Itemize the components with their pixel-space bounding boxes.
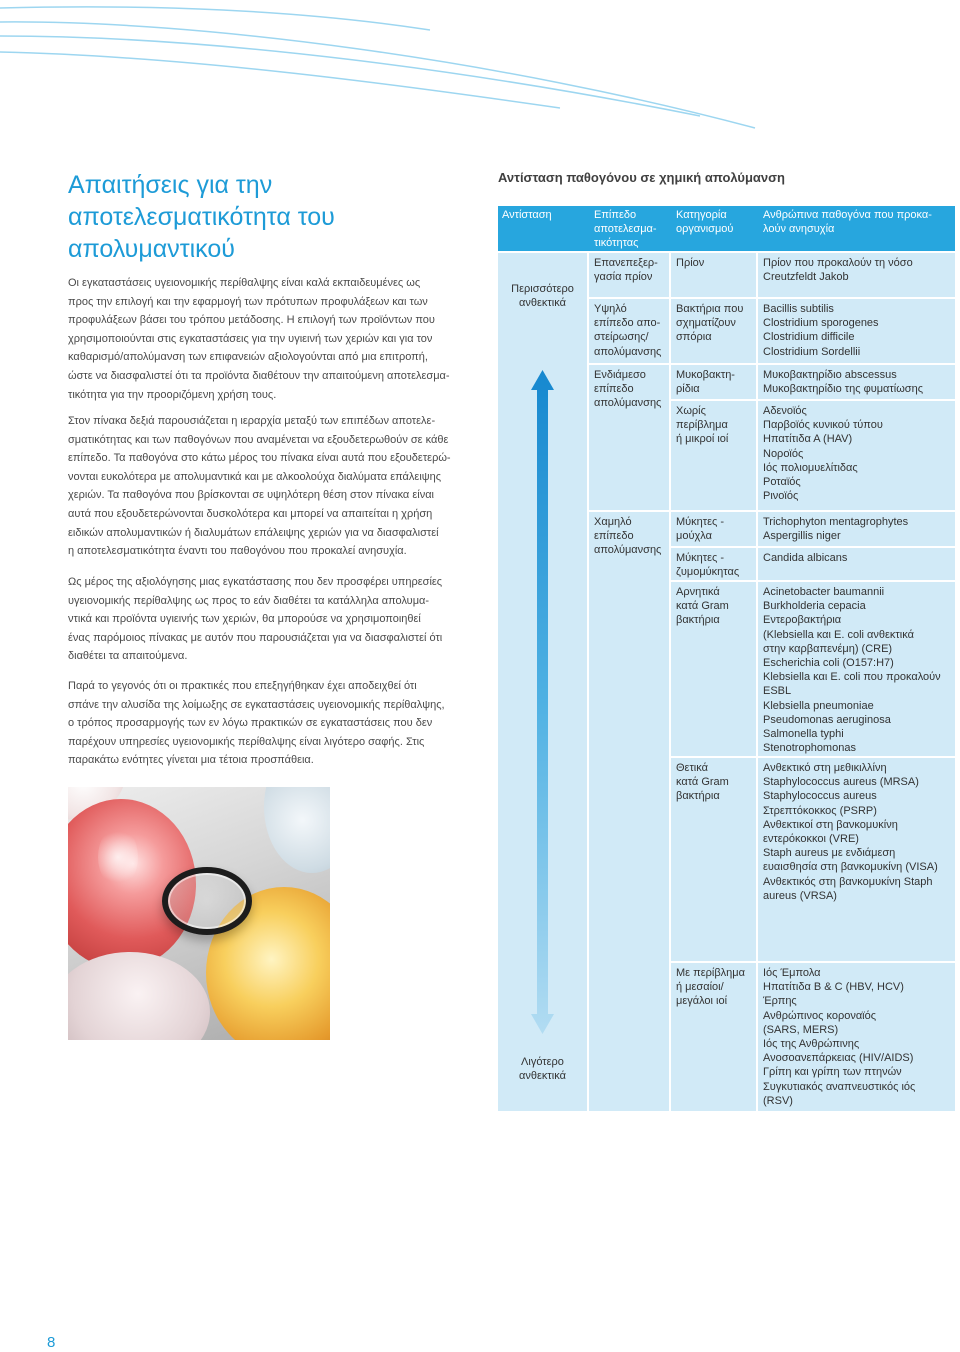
section-heading: Απαιτήσεις για την αποτελεσματικότητα του απολυμαντικού <box>68 171 335 263</box>
pathogens-cell: Ανθεκτικό στη μεθικιλλίνη Staphylococcus aureus (MRSA) Staphylococcus aureus Στρεπτόκοκκος (PSRP) Ανθεκτικοί στη βανκομυκίνη εντερόκοκκοι (VRE) Staph aureus με ενδιάμεση ευαισθησία στη βανκομυκίνη (VISA) Ανθεκτικός στη βανκομυκίνη Staph aureus (VRSA) <box>758 758 955 961</box>
pathogens-cell: Μυκοβακτηρίδιο abscessus Μυκοβακτηρίδιο της φυματίωσης <box>758 365 955 399</box>
paragraph-3: Ως μέρος της αξιολόγησης μιας εγκατάστασης που δεν προσφέρει υπηρεσίες υγειονομικής περίθαλψης ως προς το εάν διαθέτει τα κατάλληλα απολυμα- ντικά και προϊόντα υγιεινής των χεριών, θα μπορούσε να χρησιμοποιηθεί ένας παρόμοιος πίνακας με αυτόν που παρουσιάζεται για να διασφαλιστεί ότι διαθέτει τα απαιτούμενα. <box>68 576 443 663</box>
level-cell-high: Υψηλό επίπεδο απο- στείρωσης/ απολύμανσης <box>589 299 669 363</box>
category-cell: Αρνητικά κατά Gram βακτήρια <box>671 582 756 756</box>
more-resistant-label: Περισσότερο ανθεκτικά <box>511 283 574 310</box>
category-cell: Βακτήρια που σχηματίζουν σπόρια <box>671 299 756 363</box>
header-organism-category: Κατηγορία οργανισμού <box>676 209 734 236</box>
decorative-curve <box>0 52 560 108</box>
table-header-row <box>498 206 955 251</box>
category-cell: Πρίον <box>671 253 756 297</box>
category-cell: Με περίβλημα ή μεσαίοι/ μεγάλοι ιοί <box>671 963 756 1111</box>
clear-blue-flask <box>264 787 330 873</box>
pathogens-cell: Αδενοϊός Παρβοϊός κυνικού τύπου Ηπατίτιδα Α (HAV) Νοροϊός Ιός πολιομυελίτιδας Ροταϊός Ρινοϊός <box>758 401 955 510</box>
paragraph-2: Στον πίνακα δεξιά παρουσιάζεται η ιεραρχία μεταξύ των επιπέδων αποτελε- σματικότητας και των παθογόνων που αναμένεται να εξουδετερωθούν σε κάθε επίπεδο. Τα παθογόνα στο κάτω μέρος του πίνακα είναι αυτά που εξουδετερώ- νονται ευκολότερα με απολυμαντικά και με αλκοολούχα διαλύματα επάλειψης χεριών. Τα παθογόνα που βρίσκονται σε υψηλότερη θέση στον πίνακα είναι αυτά που εξουδετερώνονται δυσκολότερα και μπορεί να απαιτείται η χρήση ειδικών απολυμαντικών ή διαλυμάτων επάλειψης χεριών για να διασφαλιστεί η αποτελεσματικότητα έναντι του παθογόνου που προκαλεί ανησυχία. <box>68 415 451 558</box>
page-number: 8 <box>47 1334 56 1351</box>
glass-highlight <box>98 827 138 887</box>
category-cell: Χωρίς περίβλημα ή μικροί ιοί <box>671 401 756 510</box>
header-effectiveness-level: Επίπεδο αποτελεσμα- τικότητας <box>594 209 657 250</box>
decorative-curve <box>0 22 755 128</box>
pathogens-cell: Bacillis subtilis Clostridium sporogenes Clostridium difficile Clostridium Sordellii <box>758 299 955 363</box>
category-cell: Μύκητες - ζυμομύκητας <box>671 548 756 580</box>
pathogens-cell: Acinetobacter baumannii Burkholderia cepacia Εντεροβακτήρια (Klebsiella και E. coli ανθεκτικά στην καρβαπενέμη) (CRE) Escherichia coli (O157:H7) Klebsiella και E. coli που προκαλούν ESBL Klebsiella pneumoniae Pseudomonas aeruginosa Salmonella typhi Stenotrophomonas <box>758 582 955 756</box>
double-vertical-arrow-icon <box>498 366 587 1038</box>
pathogens-cell: Ιός Έμπολα Ηπατίτιδα B & C (HBV, HCV) Έρπης Ανθρώπινος κοροναϊός (SARS, MERS) Ιός της Ανθρώπινης Ανοσοανεπάρκειας (HIV/AIDS) Γρίπη και γρίπη των πτηνών Συγκυτιακός αναπνευστικός ιός (RSV) <box>758 963 955 1111</box>
paragraph-1: Οι εγκαταστάσεις υγειονομικής περίθαλψης είναι καλά εκπαιδευμένες ως προς την επιλογή και την εφαρμογή των πρότυπων προφυλάξεων και των προφυλάξεων βάσει του τρόπου μετάδοσης. Η επιλογή των προϊόντων που χρησιμοποιούνται στις εγκαταστάσεις για την υγιεινή των χεριών και για τον καθαρισμό/απολύμανση των επιφανειών αξιολογούνται από μια επιτροπή, ώστε να διασφαλιστεί ότι τα προϊόντα διαθέτουν την απαιτούμενη αποτελεσμα- τικότητα για την προοριζόμενη χρήση τους. <box>68 277 450 401</box>
resistance-column <box>498 253 587 1111</box>
category-cell: Θετικά κατά Gram βακτήρια <box>671 758 756 961</box>
category-cell: Μυκοβακτη- ρίδια <box>671 365 756 399</box>
level-cell-intermediate: Ενδιάμεσο επίπεδο απολύμανσης <box>589 365 669 510</box>
laboratory-flasks-photo <box>68 787 330 1040</box>
pathogens-cell: Πρίον που προκαλούν τη νόσο Creutzfeldt Jakob <box>758 253 955 297</box>
level-cell-prion-reprocessing: Επανεπεξερ- γασία πρίον <box>589 253 669 297</box>
header-pathogens-of-concern: Ανθρώπινα παθογόνα που προκα- λούν ανησυχία <box>763 209 932 236</box>
flask-rim <box>162 867 252 935</box>
pathogens-cell: Candida albicans <box>758 548 955 580</box>
pathogen-resistance-table <box>498 206 955 1111</box>
less-resistant-label: Λιγότερο ανθεκτικά <box>519 1056 566 1083</box>
pathogens-cell: Trichophyton mentagrophytes Aspergillis niger <box>758 512 955 546</box>
level-cell-low: Χαμηλό επίπεδο απολύμανσης <box>589 512 669 1111</box>
header-resistance: Αντίσταση <box>502 209 552 221</box>
paragraph-4: Παρά το γεγονός ότι οι πρακτικές που επεξηγήθηκαν έχει αποδειχθεί ότι σπάνε την αλυσίδα της λοίμωξης σε εγκαταστάσεις υγειονομικής περίθαλψης, ο τρόπος προσαρμογής των εν λόγω πρακτικών σε εγκαταστάσεις που δεν παρέχουν υπηρεσίες υγειονομικής περίθαλψης είναι λιγότερο σαφής. Στις παρακάτω ενότητες γίνεται μια τέτοια προσπάθεια. <box>68 680 445 767</box>
clear-glass-flask <box>68 952 210 1040</box>
decorative-curves <box>0 0 960 140</box>
table-title: Αντίσταση παθογόνου σε χημική απολύμανση <box>498 170 785 185</box>
category-cell: Μύκητες - μούχλα <box>671 512 756 546</box>
decorative-curve <box>0 7 430 30</box>
